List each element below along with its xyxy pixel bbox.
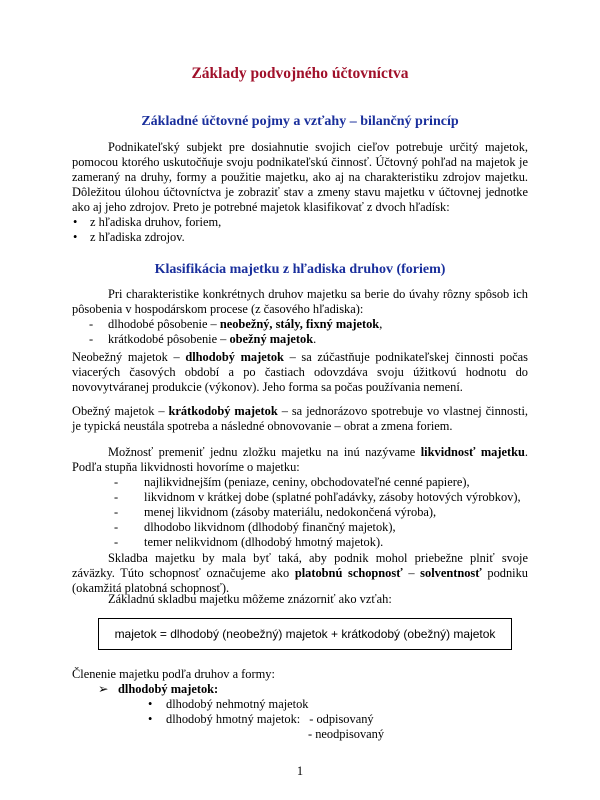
dash-list-liquidity	[72, 475, 528, 550]
list-item: • dlhodobý nehmotný majetok	[72, 697, 528, 712]
document-title: Základy podvojného účtovníctva	[191, 65, 409, 82]
list-item: • z hľadiska druhov, foriem,	[72, 215, 528, 230]
paragraph-zakladna: Základnú skladbu majetku môžeme znázorniť ako vzťah:	[108, 592, 392, 606]
section2-intro	[72, 287, 528, 347]
list-item: - najlikvidnejším (peniaze, ceniny, obchodovateľné cenné papiere),	[72, 475, 528, 490]
list-item: • dlhodobý hmotný majetok: - odpisovaný	[72, 712, 528, 727]
arrow-list-item: ➢ dlhodobý majetok:	[98, 682, 219, 696]
list-item: - menej likvidnom (zásoby materiálu, nedokončená výroba),	[72, 505, 528, 520]
paragraph-obezny: Obežný majetok – krátkodobý majetok – sa jednorázovo spotrebuje vo vlastnej činnosti, je typická neustála spotreba a následné obnovovanie – obrat a zmena foriem.	[72, 404, 528, 433]
list-item: - krátkodobé pôsobenie – obežný majetok.	[72, 332, 528, 347]
paragraph-intro: Podnikateľský subjekt pre dosiahnutie svojich cieľov potrebuje určitý majetok, pomocou ktorého uskutočňuje svoju podnikateľskú činnosť. Účtovný pohľad na majetok je zameraný na druhy, formy a použitie majetku, ako aj na charakteristiku zdrojov majetku. Dôležitou úlohou účtovníctva je zobraziť stav a zmeny stavu majetku v účtovnej jednotke ako aj jeho zdrojov. Preto je potrebné majetok klasifikovať z dvoch hľadísk:	[72, 140, 528, 214]
paragraph-clenenie: Členenie majetku podľa druhov a formy:	[72, 667, 275, 681]
paragraph-skladba: Skladba majetku by mala byť taká, aby podnik mohol priebežne plniť svoje záväzky. Túto schopnosť označujeme ako platobnú schopnosť – solventnosť podniku (okamžitá platobná schopnosť).	[72, 551, 528, 595]
section-heading-basic-concepts: Základné účtovné pojmy a vzťahy – bilančný princíp	[141, 114, 459, 129]
paragraph-likvidnost: Možnosť premeniť jednu zložku majetku na inú nazývame likvidnosť majetku. Podľa stupňa likvidnosti hovoríme o majetku: - najlikvidnejším (peniaze, ceniny, obchodovateľné cenné papiere), - likvidnom v krátkej dobe (splatné pohľadávky, zásoby hotových výrobkov), - menej likvidnom (zásoby materiálu, nedokončená výroba), - dlhodobo likvidnom (dlhodobý finančný majetok), - temer nelikvidnom (dlhodobý hmotný majetok).	[72, 445, 528, 550]
arrow-bullet-icon: ➢	[98, 682, 109, 696]
clenenie-section	[72, 667, 528, 742]
paragraph-characteristics: Pri charakteristike konkrétnych druhov majetku sa berie do úvahy rôzny spôsob ich pôsobenia v hospodárskom procese (z časového hľadiska):	[72, 287, 528, 316]
list-item: - dlhodobo likvidnom (dlhodobý finančný majetok),	[72, 520, 528, 535]
sub-bullet-list	[72, 697, 528, 727]
dash-list-duration	[72, 317, 528, 347]
list-item: - dlhodobé pôsobenie – neobežný, stály, fixný majetok,	[72, 317, 528, 332]
bullet-list-classification	[72, 215, 528, 245]
paragraph-neobezny: Neobežný majetok – dlhodobý majetok – sa zúčastňuje podnikateľskej činnosti počas viacerých časových období a po častiach odovzdáva svoju úžitkovú hodnotu do novovytváranej produkcie (výkonov). Jeho forma sa počas používania nemení.	[72, 350, 528, 394]
sub-sub-item: - neodpisovaný	[308, 727, 385, 741]
section-heading-classification: Klasifikácia majetku z hľadiska druhov (foriem)	[154, 262, 446, 277]
list-item: - temer nelikvidnom (dlhodobý hmotný majetok).	[72, 535, 528, 550]
formula-box: majetok = dlhodobý (neobežný) majetok + krátkodobý (obežný) majetok	[98, 618, 512, 650]
list-item: • z hľadiska zdrojov.	[72, 230, 528, 245]
section1-body	[72, 140, 528, 245]
list-item: - likvidnom v krátkej dobe (splatné pohľadávky, zásoby hotových výrobkov),	[72, 490, 528, 505]
page-number: 1	[296, 764, 304, 778]
